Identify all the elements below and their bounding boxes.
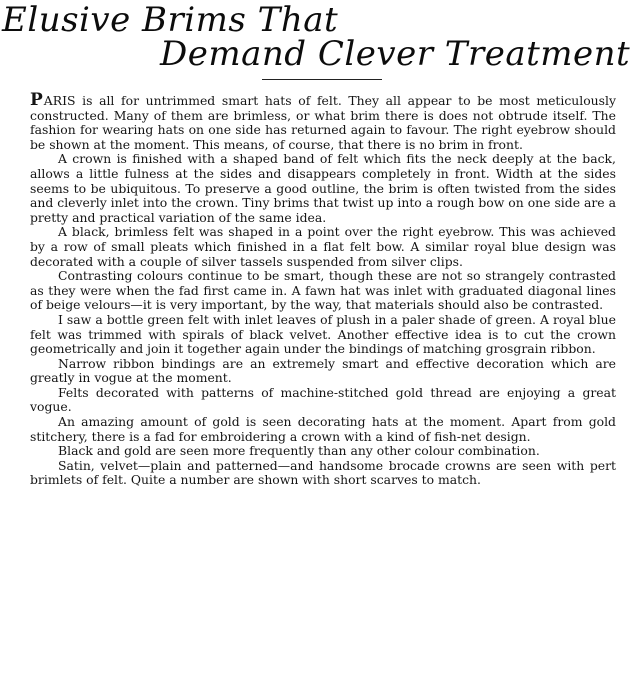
headline-line-2: Demand Clever Treatment bbox=[160, 34, 631, 74]
article-paragraph: An amazing amount of gold is seen decorating hats at the moment. Apart from gold stitchery, there is a fad for embroidering a crown with a kind of fish-net design. bbox=[30, 414, 616, 444]
article-paragraph: A crown is finished with a shaped band of felt which fits the neck deeply at the back, allows a little fulness at the sides and disappears completely in front. Width at the sides seems to be ubiquitous. To preserve a good outline, the brim is often twisted from the sides and cleverly inlet into the crown. Tiny brims that twist up into a rough bow on one side are a pretty and practical variation of the same idea. bbox=[30, 151, 616, 225]
headline-line-1: Elusive Brims That bbox=[2, 0, 339, 40]
article-paragraph: Contrasting colours continue to be smart, though these are not so strangely contrasted as they were when the fad first came in. A fawn hat was inlet with graduated diagonal lines of beige velours—it is very important, by the way, that materials should also be contrasted. bbox=[30, 268, 616, 313]
article-paragraph-1-text: ARIS is all for untrimmed smart hats of felt. They all appear to be most meticulously constructed. Many of them are brimless, or what brim there is does not obtrude itself. The fashion for wearing hats on one side has returned again to favour. The right eyebrow should be shown at the moment. This means, of course, that there is no brim in front. bbox=[30, 93, 616, 152]
article-paragraph: Felts decorated with patterns of machine-stitched gold thread are enjoying a great vogue. bbox=[30, 384, 616, 415]
article-paragraph: Narrow ribbon bindings are an extremely smart and effective decoration which are greatly in vogue at the moment. bbox=[30, 355, 616, 386]
article-paragraph: I saw a bottle green felt with inlet leaves of plush in a paler shade of green. A royal blue felt was trimmed with spirals of black velvet. Another effective idea is to cut the crown geometrically and join it together again under the bindings of matching grosgrain ribbon. bbox=[30, 311, 616, 357]
drop-cap: P bbox=[30, 90, 43, 110]
article-paragraph: A black, brimless felt was shaped in a point over the right eyebrow. This was achieved by a row of small pleats which finished in a flat felt bow. A similar royal blue design was decorated with a couple of silver tassels suspended from silver clips. bbox=[30, 224, 616, 269]
article-body bbox=[30, 90, 616, 488]
article-paragraph: Satin, velvet—plain and patterned—and handsome brocade crowns are seen with pert brimlets of felt. Quite a number are shown with short scarves to match. bbox=[30, 457, 616, 488]
headline-divider bbox=[262, 79, 382, 80]
article-paragraph: Black and gold are seen more frequently than any other colour combination. bbox=[58, 443, 540, 459]
article-paragraph-1 bbox=[30, 90, 616, 152]
